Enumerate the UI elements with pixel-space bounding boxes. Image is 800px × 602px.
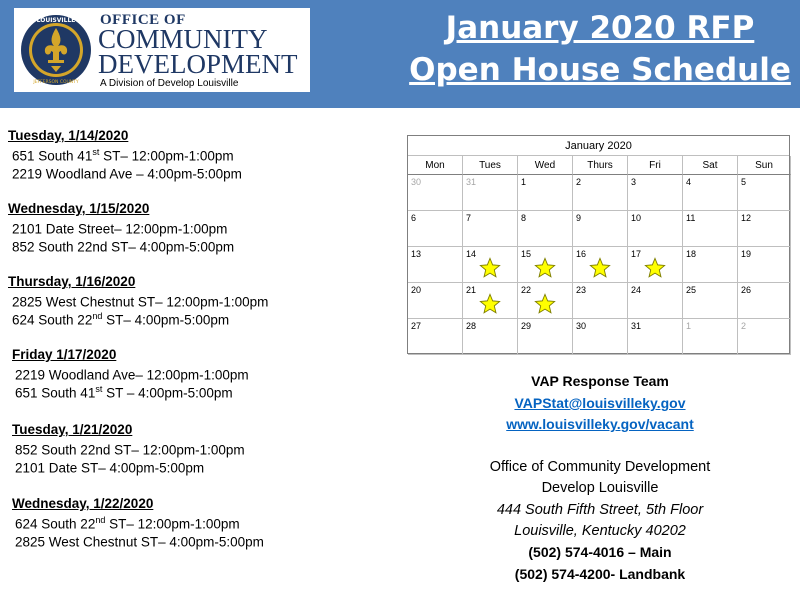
schedule-entry <box>12 147 234 164</box>
phone-landbank: (502) 574-4200- Landbank <box>514 566 686 582</box>
calendar-day-cell <box>518 211 573 247</box>
calendar-day-number: 19 <box>741 249 752 259</box>
calendar-day-header: Sun <box>738 156 791 175</box>
schedule-date: Wednesday, 1/22/2020 <box>12 496 154 511</box>
calendar-day-number: 26 <box>741 285 752 295</box>
entry-text: 2825 West Chestnut ST– 4:00pm-5:00pm <box>15 534 264 550</box>
calendar-day-cell <box>518 319 573 355</box>
calendar-day-number: 3 <box>631 177 637 187</box>
ordinal-suffix: nd <box>95 515 106 525</box>
schedule-entry <box>15 515 240 532</box>
calendar-day-number: 2 <box>576 177 582 187</box>
office-name: Office of Community Development <box>489 459 711 475</box>
calendar-day-number: 31 <box>631 321 642 331</box>
calendar-day-cell <box>408 211 463 247</box>
open-house-star-icon <box>589 257 611 279</box>
logo-division: A Division of Develop Louisville <box>100 78 239 89</box>
calendar-day-cell <box>738 211 791 247</box>
calendar-day-cell <box>573 211 628 247</box>
ordinal-suffix: st <box>92 147 100 157</box>
seal-top-text: LOUISVILLE <box>36 17 76 24</box>
calendar-day-header: Wed <box>518 156 573 175</box>
logo-office-of: OFFICE OF <box>100 12 186 28</box>
calendar-day-cell <box>628 319 683 355</box>
calendar-day-cell <box>518 247 573 283</box>
logo-development: DEVELOPMENT <box>98 49 298 79</box>
calendar-day-cell <box>573 319 628 355</box>
calendar-day-cell <box>408 247 463 283</box>
calendar-day-number: 12 <box>741 213 752 223</box>
ordinal-suffix: st <box>95 384 103 394</box>
open-house-star-icon <box>534 257 556 279</box>
calendar-day-number: 2 <box>741 321 747 331</box>
logo-community: COMMUNITY <box>98 24 268 54</box>
louisville-seal-icon <box>20 14 92 86</box>
calendar-day-number: 9 <box>576 213 582 223</box>
entry-text: 624 South 22 <box>15 516 96 532</box>
schedule-entry <box>12 293 268 310</box>
schedule-entry <box>12 311 229 328</box>
address-line2: Louisville, Kentucky 40202 <box>514 523 686 539</box>
ordinal-suffix: nd <box>92 311 103 321</box>
header-banner <box>0 0 800 108</box>
entry-text: ST– 12:00pm-1:00pm <box>99 148 234 164</box>
entry-text: 2219 Woodland Ave– 12:00pm-1:00pm <box>15 367 249 383</box>
open-house-star-icon <box>534 293 556 315</box>
calendar-day-header: Tues <box>463 156 518 175</box>
calendar-day-number: 24 <box>631 285 642 295</box>
calendar-day-cell <box>463 283 518 319</box>
calendar-day-number: 7 <box>466 213 472 223</box>
calendar-day-cell <box>628 211 683 247</box>
calendar-day-number: 14 <box>466 249 477 259</box>
calendar-day-number: 5 <box>741 177 747 187</box>
calendar-day-cell <box>463 211 518 247</box>
entry-text: ST– 4:00pm-5:00pm <box>102 312 230 328</box>
calendar-day-number: 13 <box>411 249 422 259</box>
ocd-logo <box>14 8 310 92</box>
calendar-day-cell <box>463 247 518 283</box>
schedule-date: Friday 1/17/2020 <box>12 347 117 362</box>
calendar-day-cell <box>738 247 791 283</box>
calendar-day-header: Fri <box>628 156 683 175</box>
schedule-entry <box>12 165 242 182</box>
calendar-day-cell <box>463 319 518 355</box>
schedule-date: Tuesday, 1/14/2020 <box>8 128 129 143</box>
calendar-day-cell <box>628 247 683 283</box>
schedule-date: Wednesday, 1/15/2020 <box>8 201 150 216</box>
open-house-star-icon <box>644 257 666 279</box>
phone-main: (502) 574-4016 – Main <box>528 544 672 560</box>
calendar-day-cell <box>573 283 628 319</box>
calendar-day-cell <box>573 247 628 283</box>
calendar-day-number: 21 <box>466 285 477 295</box>
calendar-day-cell <box>738 319 791 355</box>
calendar-day-cell <box>683 175 738 211</box>
address-line1: 444 South Fifth Street, 5th Floor <box>496 502 704 518</box>
calendar-day-cell <box>573 175 628 211</box>
team-name: VAP Response Team <box>531 373 669 389</box>
entry-text: 2219 Woodland Ave – 4:00pm-5:00pm <box>12 166 242 182</box>
calendar-day-number: 10 <box>631 213 642 223</box>
calendar-day-cell <box>683 283 738 319</box>
calendar-day-number: 30 <box>411 177 422 187</box>
calendar-day-cell <box>683 247 738 283</box>
entry-text: 651 South 41 <box>15 385 96 401</box>
open-house-star-icon <box>479 293 501 315</box>
calendar-day-cell <box>683 319 738 355</box>
calendar-day-number: 17 <box>631 249 642 259</box>
calendar-day-number: 30 <box>576 321 587 331</box>
calendar-day-cell <box>628 283 683 319</box>
calendar-day-cell <box>463 175 518 211</box>
page-title-line2: Open House Schedule <box>409 52 791 88</box>
entry-text: ST – 4:00pm-5:00pm <box>102 385 233 401</box>
calendar-day-number: 29 <box>521 321 532 331</box>
schedule-entry <box>15 533 264 550</box>
calendar-day-cell <box>518 175 573 211</box>
email-link[interactable]: VAPStat@louisvilleky.gov <box>514 395 686 411</box>
calendar-day-number: 4 <box>686 177 692 187</box>
entry-text: 2101 Date ST– 4:00pm-5:00pm <box>15 460 205 476</box>
calendar-day-number: 15 <box>521 249 532 259</box>
calendar-day-number: 6 <box>411 213 417 223</box>
calendar-day-header: Mon <box>408 156 463 175</box>
calendar-day-number: 22 <box>521 285 532 295</box>
entry-text: 651 South 41 <box>12 148 93 164</box>
schedule-date: Thursday, 1/16/2020 <box>8 274 136 289</box>
calendar-title: January 2020 <box>408 136 789 156</box>
entry-text: 2101 Date Street– 12:00pm-1:00pm <box>12 221 228 237</box>
calendar-day-number: 1 <box>521 177 527 187</box>
schedule-entry <box>15 366 249 383</box>
seal-bottom-text: JEFFERSON COUNTY <box>33 80 79 85</box>
schedule-entry <box>15 384 233 401</box>
website-link[interactable]: www.louisvilleky.gov/vacant <box>506 416 694 432</box>
org-name: Develop Louisville <box>541 480 659 496</box>
calendar-day-cell <box>738 283 791 319</box>
calendar-day-cell <box>408 319 463 355</box>
schedule-entry <box>15 441 245 458</box>
calendar-day-number: 20 <box>411 285 422 295</box>
calendar-day-cell <box>683 211 738 247</box>
calendar-day-cell <box>738 175 791 211</box>
calendar-day-header: Thurs <box>573 156 628 175</box>
schedule-entry <box>12 238 234 255</box>
schedule-entry <box>12 220 227 237</box>
entry-text: 852 South 22nd ST– 12:00pm-1:00pm <box>15 442 245 458</box>
calendar-day-number: 25 <box>686 285 697 295</box>
calendar-day-cell <box>518 283 573 319</box>
calendar-day-number: 1 <box>686 321 692 331</box>
schedule-entry <box>15 459 204 476</box>
calendar-day-number: 27 <box>411 321 422 331</box>
calendar-day-cell <box>408 283 463 319</box>
calendar-day-cell <box>408 175 463 211</box>
calendar-day-number: 11 <box>686 213 696 223</box>
entry-text: 2825 West Chestnut ST– 12:00pm-1:00pm <box>12 294 269 310</box>
calendar-day-number: 8 <box>521 213 527 223</box>
calendar-day-cell <box>628 175 683 211</box>
january-calendar <box>407 135 790 354</box>
calendar-day-header: Sat <box>683 156 738 175</box>
entry-text: 624 South 22 <box>12 312 93 328</box>
calendar-day-number: 18 <box>686 249 697 259</box>
page-title-line1: January 2020 RFP <box>445 10 755 46</box>
calendar-day-number: 16 <box>576 249 587 259</box>
open-house-star-icon <box>479 257 501 279</box>
schedule-date: Tuesday, 1/21/2020 <box>12 422 133 437</box>
calendar-day-number: 23 <box>576 285 587 295</box>
calendar-day-number: 28 <box>466 321 477 331</box>
calendar-day-number: 31 <box>466 177 477 187</box>
entry-text: 852 South 22nd ST– 4:00pm-5:00pm <box>12 239 235 255</box>
entry-text: ST– 12:00pm-1:00pm <box>105 516 240 532</box>
